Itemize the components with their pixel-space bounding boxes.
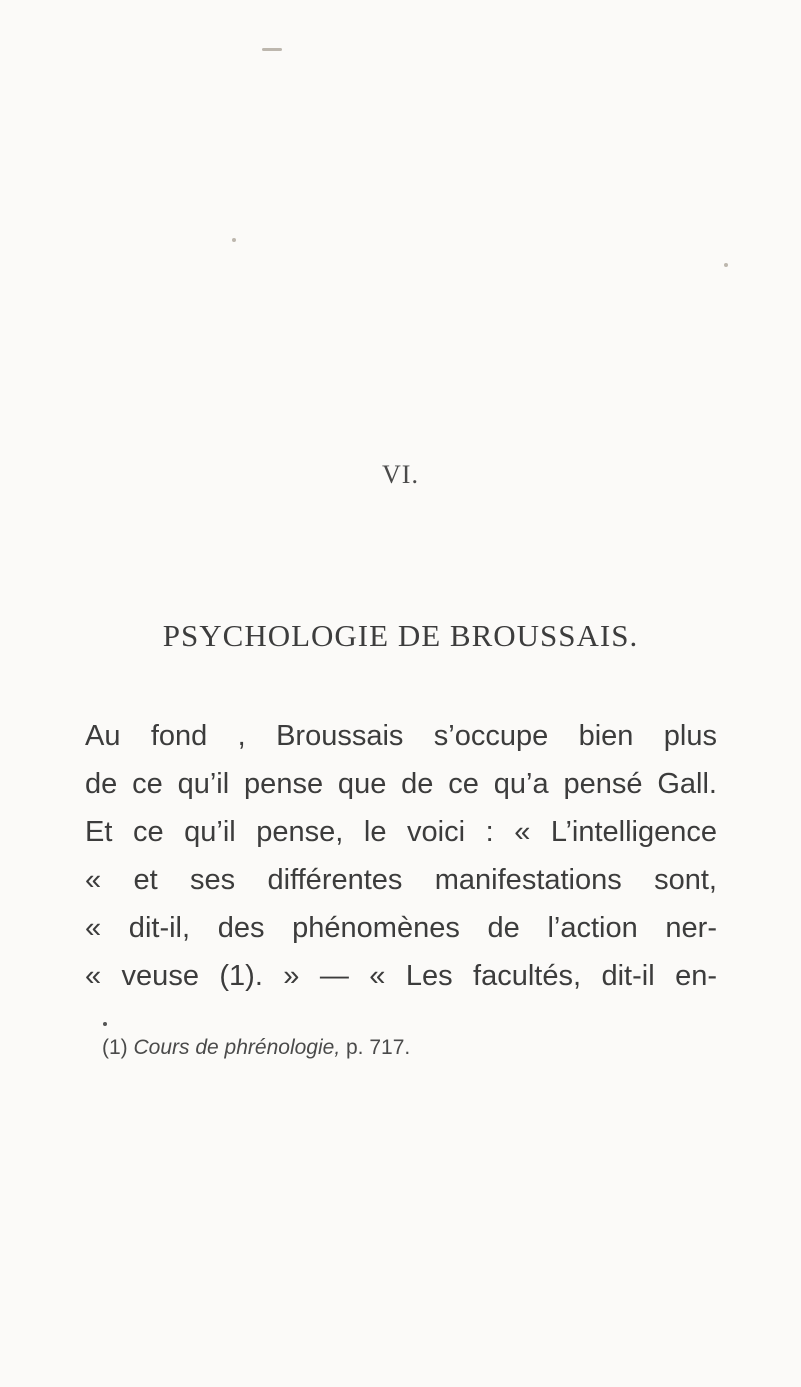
text-line: « et ses différentes manifestations sont, — [85, 864, 717, 896]
chapter-title: PSYCHOLOGIE DE BROUSSAIS. — [162, 618, 639, 653]
paper-speck — [262, 48, 282, 51]
chapter-number: VI. — [382, 460, 419, 489]
body-paragraph — [85, 712, 717, 1000]
text-line: Et ce qu’il pense, le voici : « L’intelligence — [85, 816, 717, 848]
footnote — [102, 1036, 410, 1060]
text-line: « veuse (1). » — « Les facultés, dit-il en- — [85, 960, 717, 992]
footnote-marker: (1) — [102, 1036, 128, 1059]
text-line: « dit-il, des phénomènes de l’action ner- — [85, 912, 717, 944]
paper-speck — [103, 1022, 107, 1026]
paper-speck — [724, 263, 728, 267]
text-line: Au fond , Broussais s’occupe bien plus — [85, 720, 717, 752]
footnote-work-title: Cours de phrénologie, — [133, 1036, 341, 1059]
paper-speck — [232, 238, 236, 242]
text-line: de ce qu’il pense que de ce qu’a pensé Gall. — [85, 768, 717, 800]
footnote-page: p. 717. — [346, 1036, 411, 1059]
